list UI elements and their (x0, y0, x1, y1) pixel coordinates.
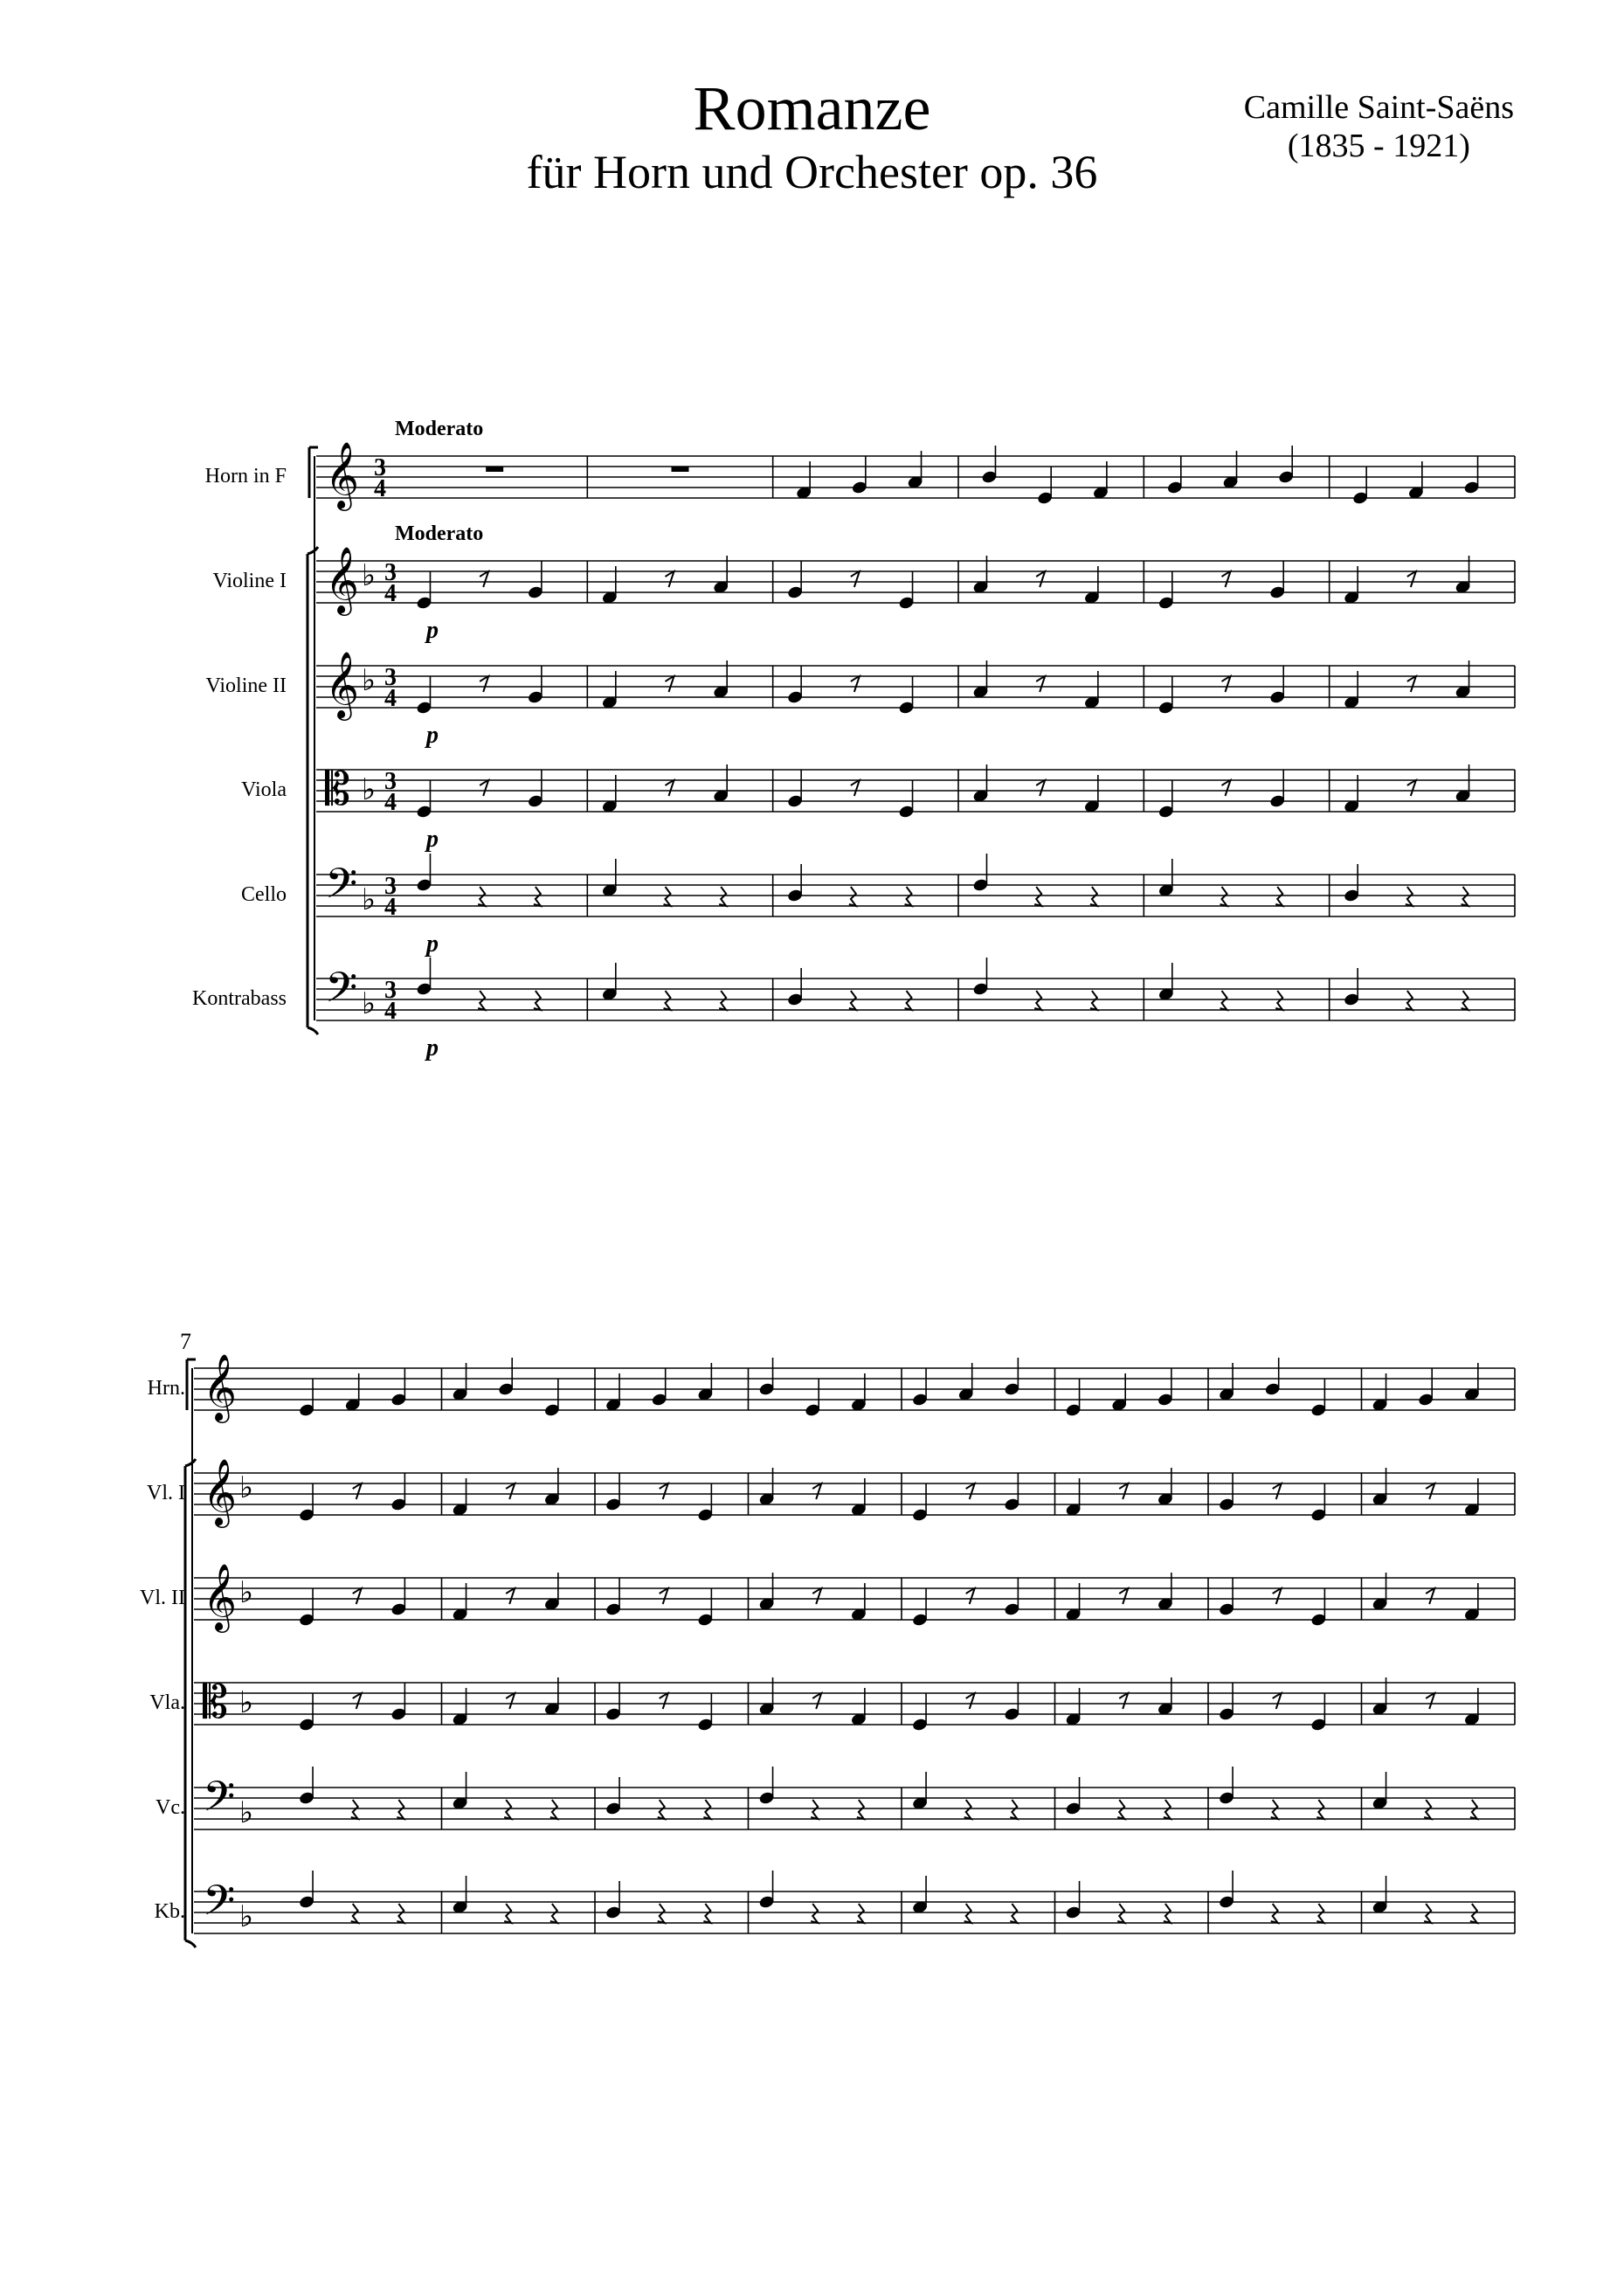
treble-clef: 𝄞 (325, 549, 360, 612)
flat-sign: ♭ (239, 1687, 254, 1719)
treble-clef: 𝄞 (203, 1461, 238, 1525)
flat-sign: ♭ (362, 884, 377, 916)
eighth-rest (1119, 1483, 1128, 1499)
bass-clef: 𝄢 (203, 1878, 236, 1934)
tempo-marking: Moderato (395, 522, 484, 545)
quarter-rest (857, 1904, 864, 1923)
quarter-rest (1271, 1800, 1278, 1819)
quarter-rest (1424, 1800, 1431, 1819)
quarter-rest (478, 887, 485, 906)
eighth-rest (353, 1588, 362, 1604)
eighth-rest (1222, 676, 1231, 692)
eighth-rest (353, 1693, 362, 1709)
eighth-rest (660, 1483, 668, 1499)
time-signature-numerator: 3 (384, 664, 397, 691)
quarter-rest (1424, 1904, 1431, 1923)
eighth-rest (666, 571, 674, 587)
eighth-rest (1273, 1588, 1282, 1604)
eighth-rest (506, 1483, 515, 1499)
system-2 (140, 1329, 1515, 1947)
quarter-rest (964, 1904, 971, 1923)
time-signature-denominator: 4 (374, 475, 386, 502)
quarter-rest (1164, 1904, 1171, 1923)
quarter-rest (964, 1800, 971, 1819)
eighth-rest (506, 1588, 515, 1604)
instrument-label: Cello (241, 883, 287, 906)
eighth-rest (1222, 780, 1231, 796)
eighth-rest (812, 1693, 821, 1709)
eighth-rest (1222, 571, 1231, 587)
alto-clef: 𝄡 (203, 1678, 229, 1728)
bass-clef: 𝄢 (325, 861, 358, 917)
quarter-rest (478, 991, 485, 1010)
eighth-rest (851, 571, 860, 587)
composer-dates: (1835 - 1921) (1287, 128, 1470, 164)
quarter-rest (1470, 1904, 1477, 1923)
quarter-rest (1462, 887, 1469, 906)
eighth-rest (660, 1693, 668, 1709)
quarter-rest (857, 1800, 864, 1819)
system-1 (192, 418, 1515, 1062)
eighth-rest (666, 676, 674, 692)
treble-clef: 𝄞 (203, 1566, 238, 1629)
instrument-label: Vl. II (140, 1587, 185, 1609)
quarter-rest (1406, 991, 1413, 1010)
eighth-rest (1273, 1483, 1282, 1499)
time-signature-denominator: 4 (384, 685, 397, 712)
eighth-rest (1036, 571, 1045, 587)
flat-sign: ♭ (362, 988, 377, 1020)
time-signature-numerator: 3 (374, 454, 386, 481)
quarter-rest (504, 1904, 511, 1923)
eighth-rest (812, 1483, 821, 1499)
instrument-label: Vl. I (147, 1482, 185, 1504)
instrument-label: Hrn. (147, 1377, 185, 1400)
quarter-rest (1090, 887, 1097, 906)
quarter-rest (703, 1904, 710, 1923)
quarter-rest (351, 1800, 358, 1819)
eighth-rest (1407, 676, 1416, 692)
quarter-rest (811, 1800, 818, 1819)
eighth-rest (851, 676, 860, 692)
treble-clef: 𝄞 (325, 654, 360, 717)
instrument-label: Kontrabass (192, 987, 287, 1010)
eighth-rest (966, 1588, 975, 1604)
eighth-rest (966, 1693, 975, 1709)
time-signature-numerator: 3 (384, 977, 397, 1004)
eighth-rest (1426, 1588, 1434, 1604)
quarter-rest (703, 1800, 710, 1819)
quarter-rest (1090, 991, 1097, 1010)
quarter-rest (1462, 991, 1469, 1010)
instrument-label: Violine II (205, 674, 287, 697)
instrument-label: Vc. (155, 1796, 185, 1819)
quarter-rest (550, 1904, 557, 1923)
quarter-rest (658, 1800, 665, 1819)
eighth-rest (666, 780, 674, 796)
instrument-label: Horn in F (204, 465, 287, 488)
quarter-rest (1034, 887, 1041, 906)
eighth-rest (1426, 1693, 1434, 1709)
quarter-rest (1117, 1904, 1124, 1923)
dynamic-marking: p (426, 722, 439, 749)
flat-sign: ♭ (239, 1901, 254, 1933)
flat-sign: ♭ (239, 1577, 254, 1609)
flat-sign: ♭ (239, 1472, 254, 1504)
time-signature-numerator: 3 (384, 873, 397, 900)
quarter-rest (1010, 1904, 1017, 1923)
quarter-rest (1220, 991, 1227, 1010)
composer-name: Camille Saint-Saëns (1243, 89, 1514, 126)
quarter-rest (1406, 887, 1413, 906)
piece-title: Romanze (693, 73, 931, 143)
quarter-rest (905, 887, 912, 906)
time-signature-denominator: 4 (384, 998, 397, 1025)
quarter-rest (1034, 991, 1041, 1010)
quarter-rest (1164, 1800, 1171, 1819)
dynamic-marking: p (426, 617, 439, 644)
eighth-rest (353, 1483, 362, 1499)
quarter-rest (504, 1800, 511, 1819)
quarter-rest (397, 1800, 404, 1819)
time-signature-denominator: 4 (384, 894, 397, 921)
quarter-rest (658, 1904, 665, 1923)
eighth-rest (506, 1693, 515, 1709)
treble-clef: 𝄞 (203, 1356, 238, 1420)
time-signature-numerator: 3 (384, 768, 397, 795)
eighth-rest (1426, 1483, 1434, 1499)
quarter-rest (905, 991, 912, 1010)
eighth-rest (1036, 780, 1045, 796)
whole-rest (486, 467, 503, 472)
instrument-label: Violine I (212, 570, 287, 592)
flat-sign: ♭ (362, 665, 377, 697)
piece-subtitle: für Horn und Orchester op. 36 (526, 146, 1098, 198)
dynamic-marking: p (426, 1034, 439, 1062)
quarter-rest (1275, 887, 1282, 906)
quarter-rest (534, 991, 541, 1010)
bass-clef: 𝄢 (203, 1774, 236, 1830)
time-signature-denominator: 4 (384, 789, 397, 816)
measure-number: 7 (180, 1329, 191, 1354)
eighth-rest (1119, 1693, 1128, 1709)
eighth-rest (1036, 676, 1045, 692)
quarter-rest (719, 887, 726, 906)
instrument-label: Vla. (149, 1691, 185, 1714)
quarter-rest (849, 887, 856, 906)
instrument-label: Kb. (154, 1900, 185, 1923)
dynamic-marking: p (426, 930, 439, 958)
quarter-rest (811, 1904, 818, 1923)
instrument-label: Viola (241, 778, 287, 801)
eighth-rest (1407, 780, 1416, 796)
eighth-rest (1119, 1588, 1128, 1604)
quarter-rest (534, 887, 541, 906)
eighth-rest (812, 1588, 821, 1604)
quarter-rest (1316, 1800, 1323, 1819)
eighth-rest (1273, 1693, 1282, 1709)
eighth-rest (660, 1588, 668, 1604)
flat-sign: ♭ (362, 560, 377, 592)
quarter-rest (351, 1904, 358, 1923)
alto-clef: 𝄡 (325, 765, 351, 815)
quarter-rest (664, 991, 671, 1010)
flat-sign: ♭ (362, 774, 377, 806)
treble-clef: 𝄞 (325, 444, 360, 508)
quarter-rest (1316, 1904, 1323, 1923)
dynamic-marking: p (426, 826, 439, 853)
eighth-rest (1407, 571, 1416, 587)
quarter-rest (1010, 1800, 1017, 1819)
quarter-rest (397, 1904, 404, 1923)
eighth-rest (480, 780, 488, 796)
quarter-rest (550, 1800, 557, 1819)
bass-clef: 𝄢 (325, 965, 358, 1021)
eighth-rest (480, 676, 488, 692)
eighth-rest (480, 571, 488, 587)
tempo-marking: Moderato (395, 418, 484, 440)
whole-rest (672, 467, 689, 472)
quarter-rest (1275, 991, 1282, 1010)
quarter-rest (1117, 1800, 1124, 1819)
eighth-rest (966, 1483, 975, 1499)
time-signature-numerator: 3 (384, 559, 397, 586)
flat-sign: ♭ (239, 1797, 254, 1829)
quarter-rest (1271, 1904, 1278, 1923)
quarter-rest (1220, 887, 1227, 906)
quarter-rest (719, 991, 726, 1010)
eighth-rest (851, 780, 860, 796)
quarter-rest (664, 887, 671, 906)
quarter-rest (1470, 1800, 1477, 1819)
time-signature-denominator: 4 (384, 580, 397, 607)
quarter-rest (849, 991, 856, 1010)
